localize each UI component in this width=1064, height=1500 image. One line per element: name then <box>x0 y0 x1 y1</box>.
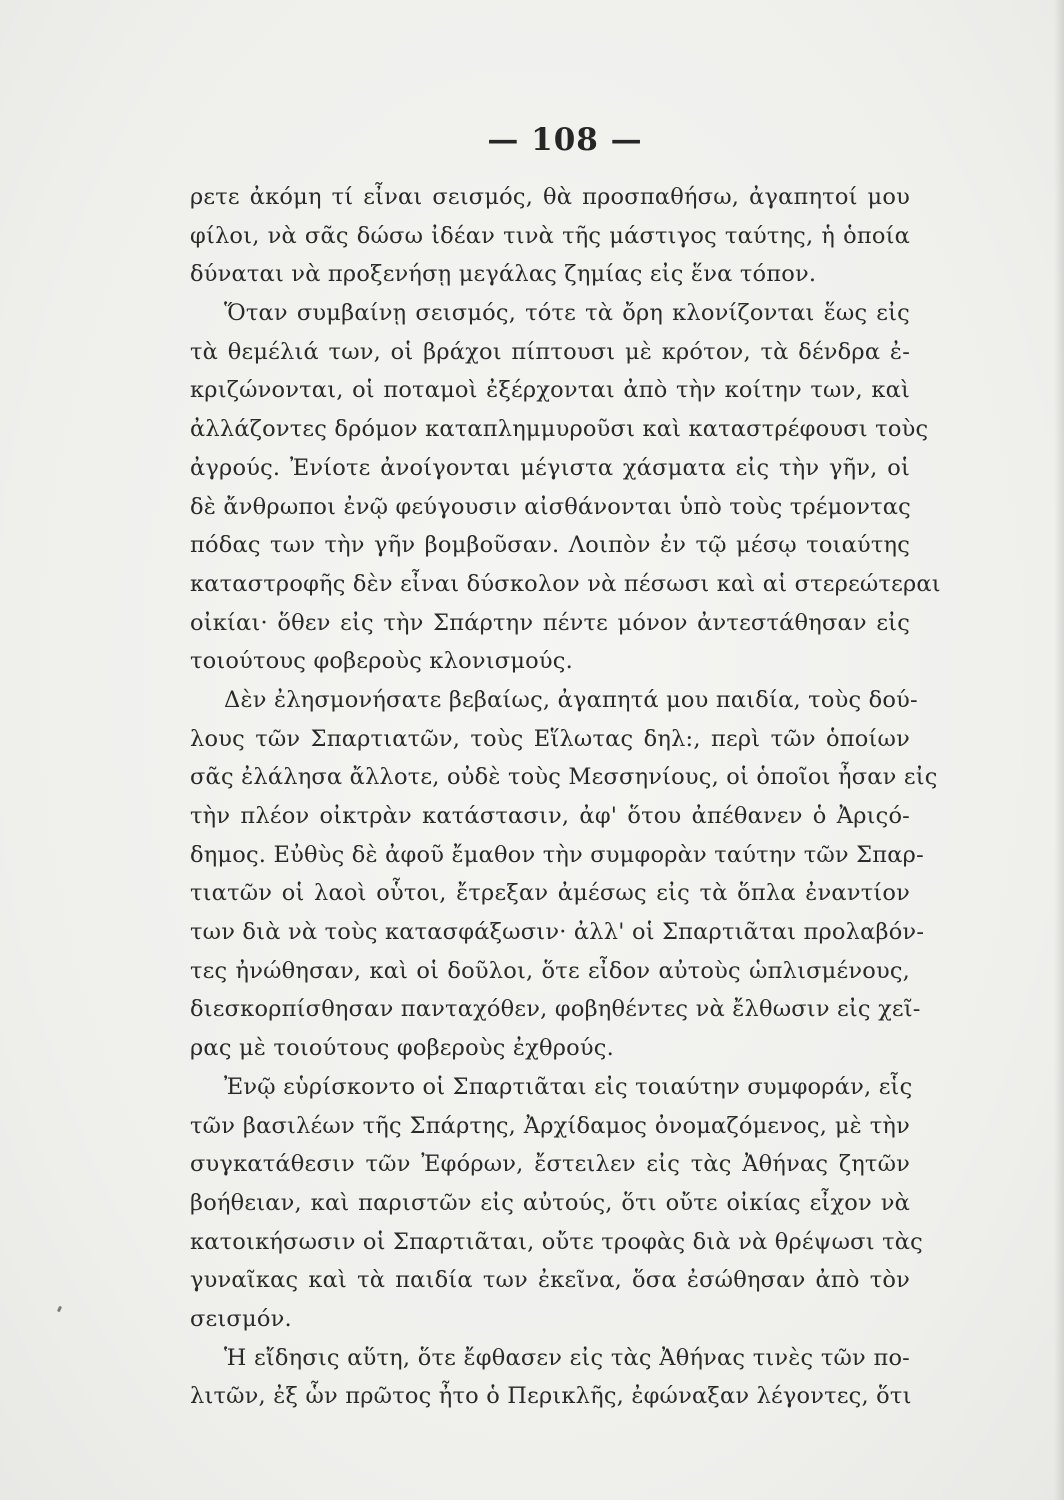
text-line: βοήθειαν, καὶ παριστῶν εἰς αὐτούς, ὅτι οὔτε οἰκίας εἶχον νὰ <box>190 1189 910 1216</box>
text-line: Ὅταν συμβαίνῃ σεισμός, τότε τὰ ὄρη κλονίζονται ἕως εἰς <box>224 300 910 327</box>
text-line: ρας μὲ τοιούτους φοβεροὺς ἐχθρούς. <box>190 1035 614 1062</box>
text-line: ρετε ἀκόμη τί εἶναι σεισμός, θὰ προσπαθήσω, ἀγαπητοί μου <box>190 184 910 210</box>
body-text <box>190 178 941 1416</box>
text-line: τὰ θεμέλιά των, οἱ βράχοι πίπτουσι μὲ κρότον, τὰ δένδρα ἐ- <box>190 338 910 365</box>
text-line: Ἐνῷ εὑρίσκοντο οἱ Σπαρτιᾶται εἰς τοιαύτην συμφοράν, εἷς <box>224 1073 913 1100</box>
text-line: σᾶς ἐλάλησα ἄλλοτε, οὐδὲ τοὺς Μεσσηνίους, οἱ ὁποῖοι ἦσαν εἰς <box>190 764 938 791</box>
text-line: τοιούτους φοβεροὺς κλονισμούς. <box>190 648 573 675</box>
text-line: διεσκορπίσθησαν πανταχόθεν, φοβηθέντες νὰ ἔλθωσιν εἰς χεῖ- <box>190 996 921 1023</box>
text-line: σεισμόν. <box>190 1305 292 1332</box>
text-line: λιτῶν, ἐξ ὧν πρῶτος ἦτο ὁ Περικλῆς, ἐφώναξαν λέγοντες, ὅτι <box>190 1383 912 1410</box>
text-line: ἀγρούς. Ἐνίοτε ἀνοίγονται μέγιστα χάσματα εἰς τὴν γῆν, οἱ <box>190 454 910 481</box>
text-line: πόδας των τὴν γῆν βομβοῦσαν. Λοιπὸν ἐν τῷ μέσῳ τοιαύτης <box>190 532 910 559</box>
text-line: κριζώνονται, οἱ ποταμοὶ ἐξέρχονται ἀπὸ τὴν κοίτην των, καὶ <box>190 377 910 404</box>
text-line: συγκατάθεσιν τῶν Ἐφόρων, ἔστειλεν εἰς τὰς Ἀθήνας ζητῶν <box>190 1151 910 1178</box>
text-line: ἀλλάζοντες δρόμον καταπλημμυροῦσι καὶ καταστρέφουσι τοὺς <box>190 416 929 443</box>
text-line: οἰκίαι· ὅθεν εἰς τὴν Σπάρτην πέντε μόνον ἀντεστάθησαν εἰς <box>190 609 910 636</box>
text-line: φίλοι, νὰ σᾶς δώσω ἰδέαν τινὰ τῆς μάστιγος ταύτης, ἡ ὁποία <box>190 222 910 249</box>
text-line: τῶν βασιλέων τῆς Σπάρτης, Ἀρχίδαμος ὀνομαζόμενος, μὲ τὴν <box>190 1112 910 1139</box>
text-line: δύναται νὰ προξενήσῃ μεγάλας ζημίας εἰς ἕνα τόπον. <box>190 261 817 288</box>
text-line: των διὰ νὰ τοὺς κατασφάξωσιν· ἀλλ' οἱ Σπαρτιᾶται προλαβόν- <box>190 919 925 946</box>
text-line: τιατῶν οἱ λαοὶ οὗτοι, ἔτρεξαν ἀμέσως εἰς τὰ ὅπλα ἐναντίον <box>190 880 910 907</box>
ink-speck <box>57 1306 62 1313</box>
text-line: Ἡ εἴδησις αὕτη, ὅτε ἔφθασεν εἰς τὰς Ἀθήνας τινὲς τῶν πο- <box>224 1344 910 1371</box>
text-line: τες ἠνώθησαν, καὶ οἱ δοῦλοι, ὅτε εἶδον αὐτοὺς ὡπλισμένους, <box>190 957 910 984</box>
page-number: — 108 — <box>487 122 643 158</box>
text-line: καταστροφῆς δὲν εἶναι δύσκολον νὰ πέσωσι καὶ αἱ στερεώτεραι <box>190 570 941 597</box>
text-line: λους τῶν Σπαρτιατῶν, τοὺς Εἵλωτας δηλ:, περὶ τῶν ὁποίων <box>190 725 910 752</box>
text-line: Δὲν ἐλησμονήσατε βεβαίως, ἀγαπητά μου παιδία, τοὺς δού- <box>224 686 918 713</box>
text-line: δὲ ἄνθρωποι ἐνῷ φεύγουσιν αἰσθάνονται ὑπὸ τοὺς τρέμοντας <box>190 493 911 520</box>
text-line: δημος. Εὐθὺς δὲ ἀφοῦ ἔμαθον τὴν συμφορὰν ταύτην τῶν Σπαρ- <box>190 841 924 868</box>
text-line: γυναῖκας καὶ τὰ παιδία των ἐκεῖνα, ὅσα ἐσώθησαν ἀπὸ τὸν <box>190 1267 910 1294</box>
text-line: κατοικήσωσιν οἱ Σπαρτιᾶται, οὔτε τροφὰς διὰ νὰ θρέψωσι τὰς <box>190 1228 923 1255</box>
page-edge-shadow <box>1054 0 1064 1500</box>
text-line: τὴν πλέον οἰκτρὰν κατάστασιν, ἀφ' ὅτου ἀπέθανεν ὁ Ἀριςό- <box>190 803 910 829</box>
